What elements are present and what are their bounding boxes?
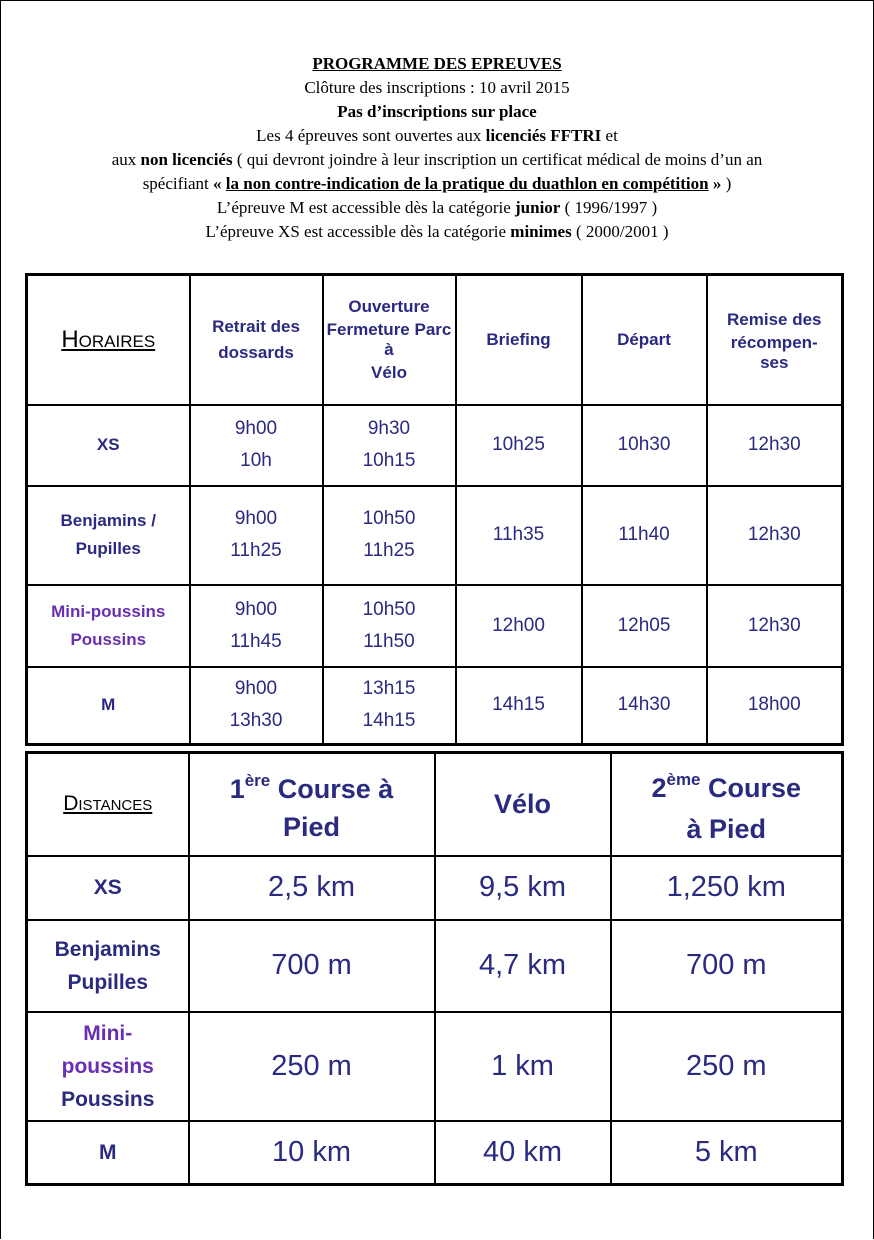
parc-minipoussins: 10h50 11h50	[323, 585, 456, 667]
schedule-title: Horaires	[61, 325, 156, 353]
briefing-minipoussins: 12h00	[456, 585, 582, 667]
schedule-table	[25, 273, 844, 746]
run1-xs: 2,5 km	[189, 856, 435, 920]
col-header-briefing: Briefing	[456, 275, 582, 405]
retrait-benjamins: 9h00 11h25	[190, 486, 323, 585]
m-eligibility-line: L’épreuve M est accessible dès la catégorie junior ( 1996/1997 )	[216, 198, 658, 217]
col-header-remise: Remise des récompen- ses	[707, 275, 843, 405]
remise-m: 18h00	[707, 667, 843, 745]
remise-xs: 12h30	[707, 405, 843, 486]
col-header-retrait: Retrait des dossards	[190, 275, 323, 405]
xs-eligibility-line: L’épreuve XS est accessible dès la catégorie minimes ( 2000/2001 )	[205, 222, 669, 241]
run2-xs: 1,250 km	[611, 856, 843, 920]
bike-minipoussins: 1 km	[435, 1012, 611, 1121]
briefing-xs: 10h25	[456, 405, 582, 486]
category-m: M	[27, 667, 190, 745]
bike-xs: 9,5 km	[435, 856, 611, 920]
retrait-minipoussins: 9h00 11h45	[190, 585, 323, 667]
col-header-parc: Ouverture Fermeture Parc à Vélo	[323, 275, 456, 405]
distances-header-row	[27, 753, 843, 856]
schedule-row-xs	[27, 405, 843, 486]
certificate-line: spécifiant « la non contre-indication de la pratique du duathlon en compétition » )	[142, 174, 732, 193]
bike-m: 40 km	[435, 1121, 611, 1185]
dist-category-benjamins: Benjamins Pupilles	[27, 920, 189, 1012]
schedule-row-m	[27, 667, 843, 745]
programme-header	[0, 52, 874, 244]
dist-category-m: M	[27, 1121, 189, 1185]
distances-row-xs	[27, 856, 843, 920]
depart-minipoussins: 12h05	[582, 585, 707, 667]
run1-benjamins: 700 m	[189, 920, 435, 1012]
distances-title: Distances	[63, 792, 153, 816]
schedule-row-minipoussins	[27, 585, 843, 667]
distances-title-cell	[27, 753, 189, 856]
col-header-run2: 2ème Course à Pied	[611, 753, 843, 856]
run1-m: 10 km	[189, 1121, 435, 1185]
col-header-run1: 1ère Course à Pied	[189, 753, 435, 856]
schedule-row-benjamins	[27, 486, 843, 585]
distances-row-m	[27, 1121, 843, 1185]
run2-benjamins: 700 m	[611, 920, 843, 1012]
schedule-header-row	[27, 275, 843, 405]
remise-minipoussins: 12h30	[707, 585, 843, 667]
parc-xs: 9h30 10h15	[323, 405, 456, 486]
category-benjamins: Benjamins / Pupilles	[27, 486, 190, 585]
depart-m: 14h30	[582, 667, 707, 745]
depart-xs: 10h30	[582, 405, 707, 486]
distances-row-minipoussins	[27, 1012, 843, 1121]
no-onsite-registration: Pas d’inscriptions sur place	[337, 102, 537, 121]
parc-benjamins: 10h50 11h25	[323, 486, 456, 585]
remise-benjamins: 12h30	[707, 486, 843, 585]
closing-date: Clôture des inscriptions : 10 avril 2015	[304, 78, 570, 97]
col-header-depart: Départ	[582, 275, 707, 405]
open-events-line: Les 4 épreuves sont ouvertes aux licenciés FFTRI et	[256, 126, 618, 145]
dist-category-minipoussins: Mini- poussins Poussins	[27, 1012, 189, 1121]
category-xs: XS	[27, 405, 190, 486]
distances-row-benjamins	[27, 920, 843, 1012]
col-header-bike: Vélo	[435, 753, 611, 856]
category-minipoussins: Mini-poussins Poussins	[27, 585, 190, 667]
distances-table	[25, 751, 844, 1186]
briefing-m: 14h15	[456, 667, 582, 745]
briefing-benjamins: 11h35	[456, 486, 582, 585]
retrait-xs: 9h00 10h	[190, 405, 323, 486]
bike-benjamins: 4,7 km	[435, 920, 611, 1012]
run1-minipoussins: 250 m	[189, 1012, 435, 1121]
non-licensed-line: aux non licenciés ( qui devront joindre à leur inscription un certificat médical de moins d’un an	[111, 150, 763, 169]
run2-m: 5 km	[611, 1121, 843, 1185]
retrait-m: 9h00 13h30	[190, 667, 323, 745]
run2-minipoussins: 250 m	[611, 1012, 843, 1121]
parc-m: 13h15 14h15	[323, 667, 456, 745]
schedule-title-cell	[27, 275, 190, 405]
dist-category-xs: XS	[27, 856, 189, 920]
programme-title: PROGRAMME DES EPREUVES	[312, 54, 562, 73]
depart-benjamins: 11h40	[582, 486, 707, 585]
